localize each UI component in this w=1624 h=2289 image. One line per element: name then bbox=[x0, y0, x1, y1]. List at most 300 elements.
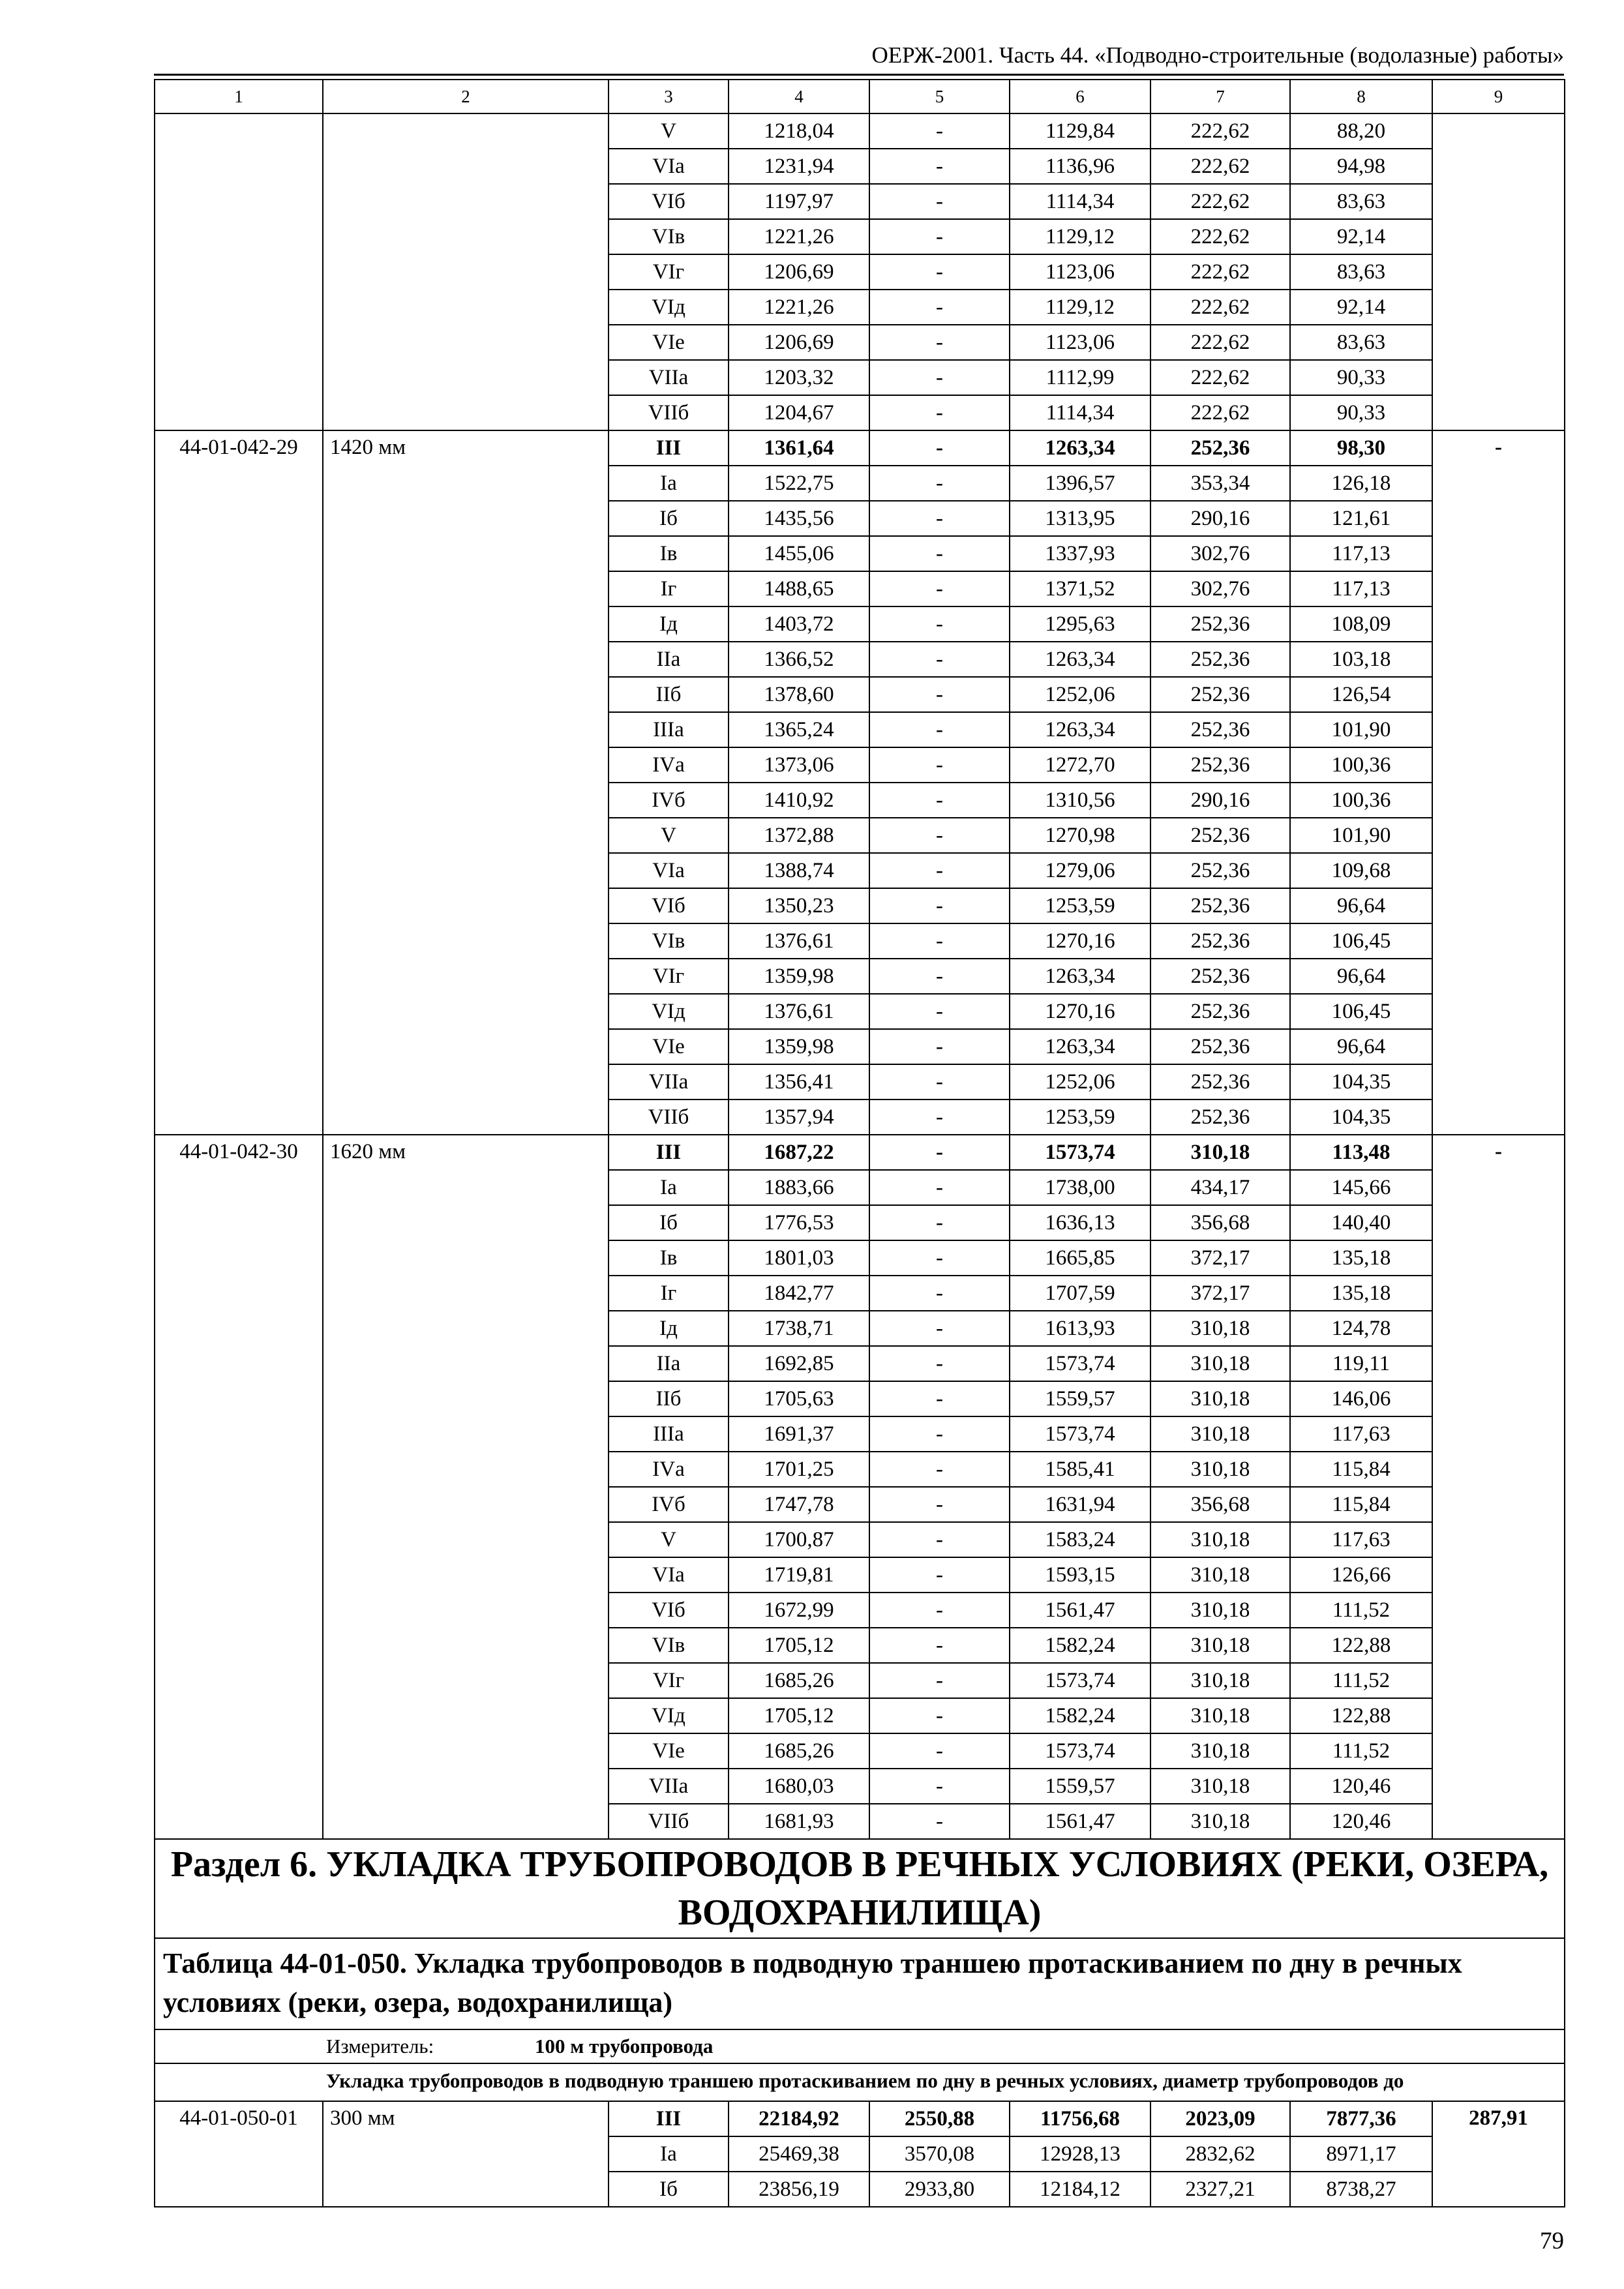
value-cell: 83,63 bbox=[1290, 325, 1432, 360]
value-cell: - bbox=[869, 606, 1010, 642]
value-cell: 222,62 bbox=[1150, 149, 1290, 184]
value-cell: 1129,84 bbox=[1010, 113, 1150, 149]
value-cell: - bbox=[869, 1557, 1010, 1593]
value-cell: 2327,21 bbox=[1150, 2172, 1290, 2207]
value-cell: 310,18 bbox=[1150, 1733, 1290, 1769]
value-cell: 1719,81 bbox=[729, 1557, 869, 1593]
code-cell bbox=[155, 113, 323, 430]
meter-cell bbox=[155, 2029, 1565, 2063]
value-cell: 1388,74 bbox=[729, 853, 869, 888]
value-cell: 1337,93 bbox=[1010, 536, 1150, 571]
value-cell: 310,18 bbox=[1150, 1452, 1290, 1487]
value-cell: 252,36 bbox=[1150, 1064, 1290, 1100]
column-number: 1 bbox=[155, 80, 323, 113]
value-cell: 290,16 bbox=[1150, 501, 1290, 536]
value-cell: 90,33 bbox=[1290, 360, 1432, 395]
value-cell: 1559,57 bbox=[1010, 1769, 1150, 1804]
value-cell: 88,20 bbox=[1290, 113, 1432, 149]
value-cell: 310,18 bbox=[1150, 1593, 1290, 1628]
value-cell: 1561,47 bbox=[1010, 1804, 1150, 1839]
value-cell: - bbox=[869, 254, 1010, 290]
value-cell: 1114,34 bbox=[1010, 395, 1150, 430]
value-cell: 353,34 bbox=[1150, 466, 1290, 501]
value-cell: 222,62 bbox=[1150, 113, 1290, 149]
value-cell: - bbox=[869, 184, 1010, 219]
value-cell: 1252,06 bbox=[1010, 1064, 1150, 1100]
col9-cell bbox=[1432, 113, 1565, 430]
value-cell: 1206,69 bbox=[729, 254, 869, 290]
value-cell: - bbox=[869, 1452, 1010, 1487]
value-cell: IIIа bbox=[609, 712, 729, 747]
table-body bbox=[155, 80, 1565, 2207]
value-cell: 8971,17 bbox=[1290, 2136, 1432, 2172]
value-cell: - bbox=[869, 501, 1010, 536]
value-cell: 1691,37 bbox=[729, 1416, 869, 1452]
value-cell: 1672,99 bbox=[729, 1593, 869, 1628]
value-cell: 1680,03 bbox=[729, 1769, 869, 1804]
value-cell: 222,62 bbox=[1150, 395, 1290, 430]
value-cell: IVб bbox=[609, 783, 729, 818]
value-cell: III bbox=[609, 1135, 729, 1170]
value-cell: IVб bbox=[609, 1487, 729, 1522]
value-cell: 2832,62 bbox=[1150, 2136, 1290, 2172]
value-cell: 126,66 bbox=[1290, 1557, 1432, 1593]
value-cell: 113,48 bbox=[1290, 1135, 1432, 1170]
value-cell: 96,64 bbox=[1290, 1029, 1432, 1064]
value-cell: VIе bbox=[609, 1733, 729, 1769]
value-cell: 372,17 bbox=[1150, 1240, 1290, 1276]
value-cell: VIIа bbox=[609, 1769, 729, 1804]
value-cell: 1585,41 bbox=[1010, 1452, 1150, 1487]
value-cell: 310,18 bbox=[1150, 1522, 1290, 1557]
value-cell: 1378,60 bbox=[729, 677, 869, 712]
value-cell: 1112,99 bbox=[1010, 360, 1150, 395]
value-cell: 1129,12 bbox=[1010, 219, 1150, 254]
value-cell: Iа bbox=[609, 2136, 729, 2172]
table-row bbox=[155, 113, 1565, 149]
value-cell: 252,36 bbox=[1150, 888, 1290, 923]
value-cell: - bbox=[869, 994, 1010, 1029]
value-cell: 121,61 bbox=[1290, 501, 1432, 536]
value-cell: 98,30 bbox=[1290, 430, 1432, 466]
value-cell: 252,36 bbox=[1150, 853, 1290, 888]
value-cell: 7877,36 bbox=[1290, 2101, 1432, 2136]
value-cell: VIб bbox=[609, 1593, 729, 1628]
value-cell: 1279,06 bbox=[1010, 853, 1150, 888]
meter-label: Измеритель: bbox=[326, 2035, 434, 2057]
value-cell: - bbox=[869, 1381, 1010, 1416]
value-cell: - bbox=[869, 888, 1010, 923]
value-cell: 101,90 bbox=[1290, 712, 1432, 747]
value-cell: 1270,16 bbox=[1010, 994, 1150, 1029]
value-cell: VIд bbox=[609, 290, 729, 325]
value-cell: 252,36 bbox=[1150, 959, 1290, 994]
value-cell: IVа bbox=[609, 747, 729, 783]
value-cell: 120,46 bbox=[1290, 1804, 1432, 1839]
value-cell: 1410,92 bbox=[729, 783, 869, 818]
value-cell: 122,88 bbox=[1290, 1698, 1432, 1733]
value-cell: 111,52 bbox=[1290, 1663, 1432, 1698]
value-cell: VIд bbox=[609, 994, 729, 1029]
value-cell: 96,64 bbox=[1290, 959, 1432, 994]
value-cell: 252,36 bbox=[1150, 677, 1290, 712]
value-cell: 302,76 bbox=[1150, 536, 1290, 571]
value-cell: 1206,69 bbox=[729, 325, 869, 360]
value-cell: 1361,64 bbox=[729, 430, 869, 466]
value-cell: - bbox=[869, 959, 1010, 994]
value-cell: VIг bbox=[609, 1663, 729, 1698]
value-cell: - bbox=[869, 1170, 1010, 1205]
value-cell: - bbox=[869, 747, 1010, 783]
column-number: 6 bbox=[1010, 80, 1150, 113]
value-cell: 1263,34 bbox=[1010, 430, 1150, 466]
value-cell: 356,68 bbox=[1150, 1205, 1290, 1240]
value-cell: 1573,74 bbox=[1010, 1346, 1150, 1381]
value-cell: 1263,34 bbox=[1010, 642, 1150, 677]
code-cell: 44-01-042-29 bbox=[155, 430, 323, 1135]
value-cell: 252,36 bbox=[1150, 1029, 1290, 1064]
value-cell: VIв bbox=[609, 219, 729, 254]
value-cell: 1204,67 bbox=[729, 395, 869, 430]
value-cell: 1365,24 bbox=[729, 712, 869, 747]
value-cell: Iб bbox=[609, 2172, 729, 2207]
table-row bbox=[155, 430, 1565, 466]
value-cell: Iв bbox=[609, 536, 729, 571]
value-cell: - bbox=[869, 1346, 1010, 1381]
value-cell: 83,63 bbox=[1290, 184, 1432, 219]
value-cell: 252,36 bbox=[1150, 712, 1290, 747]
value-cell: - bbox=[869, 1100, 1010, 1135]
value-cell: VIд bbox=[609, 1698, 729, 1733]
value-cell: 222,62 bbox=[1150, 254, 1290, 290]
value-cell: 126,54 bbox=[1290, 677, 1432, 712]
value-cell: - bbox=[869, 1593, 1010, 1628]
value-cell: 119,11 bbox=[1290, 1346, 1432, 1381]
value-cell: 106,45 bbox=[1290, 994, 1432, 1029]
value-cell: Iг bbox=[609, 571, 729, 606]
value-cell: - bbox=[869, 1311, 1010, 1346]
value-cell: - bbox=[869, 1064, 1010, 1100]
description-row bbox=[155, 2063, 1565, 2101]
value-cell: 1455,06 bbox=[729, 536, 869, 571]
value-cell: VIIб bbox=[609, 1804, 729, 1839]
value-cell: 117,63 bbox=[1290, 1416, 1432, 1452]
value-cell: 1883,66 bbox=[729, 1170, 869, 1205]
value-cell: VIг bbox=[609, 959, 729, 994]
value-cell: 1263,34 bbox=[1010, 712, 1150, 747]
value-cell: IIб bbox=[609, 677, 729, 712]
value-cell: 1376,61 bbox=[729, 994, 869, 1029]
value-cell: 1573,74 bbox=[1010, 1733, 1150, 1769]
value-cell: 1435,56 bbox=[729, 501, 869, 536]
value-cell: 1197,97 bbox=[729, 184, 869, 219]
value-cell: Iд bbox=[609, 1311, 729, 1346]
value-cell: 25469,38 bbox=[729, 2136, 869, 2172]
value-cell: VIб bbox=[609, 184, 729, 219]
col9-cell: - bbox=[1432, 1135, 1565, 1839]
value-cell: 310,18 bbox=[1150, 1346, 1290, 1381]
value-cell: 111,52 bbox=[1290, 1733, 1432, 1769]
value-cell: - bbox=[869, 1205, 1010, 1240]
value-cell: 372,17 bbox=[1150, 1276, 1290, 1311]
value-cell: 135,18 bbox=[1290, 1276, 1432, 1311]
value-cell: Iб bbox=[609, 501, 729, 536]
value-cell: 310,18 bbox=[1150, 1698, 1290, 1733]
value-cell: 115,84 bbox=[1290, 1487, 1432, 1522]
value-cell: 111,52 bbox=[1290, 1593, 1432, 1628]
value-cell: 1295,63 bbox=[1010, 606, 1150, 642]
value-cell: 1231,94 bbox=[729, 149, 869, 184]
value-cell: 1801,03 bbox=[729, 1240, 869, 1276]
value-cell: 1123,06 bbox=[1010, 325, 1150, 360]
value-cell: III bbox=[609, 430, 729, 466]
value-cell: 1123,06 bbox=[1010, 254, 1150, 290]
value-cell: 1252,06 bbox=[1010, 677, 1150, 712]
value-cell: 310,18 bbox=[1150, 1769, 1290, 1804]
value-cell: 23856,19 bbox=[729, 2172, 869, 2207]
value-cell: 115,84 bbox=[1290, 1452, 1432, 1487]
value-cell: 145,66 bbox=[1290, 1170, 1432, 1205]
value-cell: 1359,98 bbox=[729, 1029, 869, 1064]
value-cell: Iг bbox=[609, 1276, 729, 1311]
value-cell: 1253,59 bbox=[1010, 888, 1150, 923]
page-header: ОЕРЖ-2001. Часть 44. «Подводно-строительные (водолазные) работы» bbox=[871, 42, 1564, 68]
page-number: 79 bbox=[1540, 2228, 1564, 2254]
value-cell: 252,36 bbox=[1150, 606, 1290, 642]
value-cell: VIIа bbox=[609, 1064, 729, 1100]
table-row bbox=[155, 2101, 1565, 2136]
value-cell: VIа bbox=[609, 853, 729, 888]
value-cell: - bbox=[869, 571, 1010, 606]
value-cell: - bbox=[869, 712, 1010, 747]
table-title-row bbox=[155, 1938, 1565, 2029]
value-cell: 290,16 bbox=[1150, 783, 1290, 818]
value-cell: 117,63 bbox=[1290, 1522, 1432, 1557]
value-cell: - bbox=[869, 677, 1010, 712]
value-cell: 104,35 bbox=[1290, 1064, 1432, 1100]
value-cell: 135,18 bbox=[1290, 1240, 1432, 1276]
value-cell: 1376,61 bbox=[729, 923, 869, 959]
value-cell: VIв bbox=[609, 923, 729, 959]
value-cell: 1263,34 bbox=[1010, 1029, 1150, 1064]
column-number: 8 bbox=[1290, 80, 1432, 113]
value-cell: - bbox=[869, 219, 1010, 254]
column-number-row bbox=[155, 80, 1565, 113]
value-cell: 1613,93 bbox=[1010, 1311, 1150, 1346]
column-number: 9 bbox=[1432, 80, 1565, 113]
value-cell: 83,63 bbox=[1290, 254, 1432, 290]
value-cell: 1359,98 bbox=[729, 959, 869, 994]
value-cell: 1366,52 bbox=[729, 642, 869, 677]
value-cell: VIа bbox=[609, 1557, 729, 1593]
value-cell: - bbox=[869, 536, 1010, 571]
column-number: 5 bbox=[869, 80, 1010, 113]
value-cell: Iд bbox=[609, 606, 729, 642]
value-cell: 1705,63 bbox=[729, 1381, 869, 1416]
value-cell: - bbox=[869, 466, 1010, 501]
value-cell: 1396,57 bbox=[1010, 466, 1150, 501]
value-cell: - bbox=[869, 1628, 1010, 1663]
value-cell: 1263,34 bbox=[1010, 959, 1150, 994]
value-cell: 356,68 bbox=[1150, 1487, 1290, 1522]
value-cell: 1685,26 bbox=[729, 1663, 869, 1698]
value-cell: VIе bbox=[609, 325, 729, 360]
value-cell: 22184,92 bbox=[729, 2101, 869, 2136]
value-cell: - bbox=[869, 1698, 1010, 1733]
value-cell: 120,46 bbox=[1290, 1769, 1432, 1804]
value-cell: 310,18 bbox=[1150, 1381, 1290, 1416]
value-cell: 310,18 bbox=[1150, 1557, 1290, 1593]
value-cell: 252,36 bbox=[1150, 430, 1290, 466]
value-cell: 92,14 bbox=[1290, 219, 1432, 254]
value-cell: 108,09 bbox=[1290, 606, 1432, 642]
table-row bbox=[155, 1135, 1565, 1170]
value-cell: III bbox=[609, 2101, 729, 2136]
value-cell: 310,18 bbox=[1150, 1628, 1290, 1663]
value-cell: IIб bbox=[609, 1381, 729, 1416]
value-cell: V bbox=[609, 818, 729, 853]
name-cell: 1620 мм bbox=[323, 1135, 609, 1839]
value-cell: 104,35 bbox=[1290, 1100, 1432, 1135]
value-cell: 1685,26 bbox=[729, 1733, 869, 1769]
value-cell: 1114,34 bbox=[1010, 184, 1150, 219]
value-cell: 1270,16 bbox=[1010, 923, 1150, 959]
value-cell: 2023,09 bbox=[1150, 2101, 1290, 2136]
value-cell: - bbox=[869, 1663, 1010, 1698]
value-cell: VIIб bbox=[609, 395, 729, 430]
value-cell: 100,36 bbox=[1290, 747, 1432, 783]
code-cell: 44-01-042-30 bbox=[155, 1135, 323, 1839]
value-cell: 90,33 bbox=[1290, 395, 1432, 430]
value-cell: - bbox=[869, 923, 1010, 959]
value-cell: 1582,24 bbox=[1010, 1698, 1150, 1733]
value-cell: 117,13 bbox=[1290, 571, 1432, 606]
value-cell: 310,18 bbox=[1150, 1804, 1290, 1839]
value-cell: IIа bbox=[609, 642, 729, 677]
value-cell: 310,18 bbox=[1150, 1663, 1290, 1698]
value-cell: 100,36 bbox=[1290, 783, 1432, 818]
description: Укладка трубопроводов в подводную траншею протаскиванием по дну в речных условиях, диаметр трубопроводов до bbox=[155, 2063, 1565, 2101]
value-cell: - bbox=[869, 1522, 1010, 1557]
value-cell: - bbox=[869, 1029, 1010, 1064]
value-cell: 1371,52 bbox=[1010, 571, 1150, 606]
value-cell: 1747,78 bbox=[729, 1487, 869, 1522]
column-number: 2 bbox=[323, 80, 609, 113]
value-cell: 1372,88 bbox=[729, 818, 869, 853]
value-cell: 1488,65 bbox=[729, 571, 869, 606]
value-cell: 12928,13 bbox=[1010, 2136, 1150, 2172]
value-cell: 140,40 bbox=[1290, 1205, 1432, 1240]
meter-row bbox=[155, 2029, 1565, 2063]
value-cell: VIIб bbox=[609, 1100, 729, 1135]
value-cell: 1665,85 bbox=[1010, 1240, 1150, 1276]
value-cell: 92,14 bbox=[1290, 290, 1432, 325]
value-cell: 222,62 bbox=[1150, 360, 1290, 395]
value-cell: 222,62 bbox=[1150, 325, 1290, 360]
value-cell: - bbox=[869, 1416, 1010, 1452]
value-cell: 1573,74 bbox=[1010, 1663, 1150, 1698]
value-cell: 1221,26 bbox=[729, 290, 869, 325]
value-cell: 1573,74 bbox=[1010, 1135, 1150, 1170]
value-cell: 1573,74 bbox=[1010, 1416, 1150, 1452]
value-cell: - bbox=[869, 818, 1010, 853]
value-cell: - bbox=[869, 290, 1010, 325]
value-cell: Iа bbox=[609, 1170, 729, 1205]
value-cell: 1582,24 bbox=[1010, 1628, 1150, 1663]
col9-cell: 287,91 bbox=[1432, 2101, 1565, 2207]
value-cell: 252,36 bbox=[1150, 747, 1290, 783]
value-cell: VIIа bbox=[609, 360, 729, 395]
value-cell: 1218,04 bbox=[729, 113, 869, 149]
section-title: Раздел 6. УКЛАДКА ТРУБОПРОВОДОВ В РЕЧНЫХ УСЛОВИЯХ (РЕКИ, ОЗЕРА, ВОДОХРАНИЛИЩА) bbox=[155, 1839, 1565, 1938]
column-number: 4 bbox=[729, 80, 869, 113]
value-cell: - bbox=[869, 853, 1010, 888]
value-cell: 1700,87 bbox=[729, 1522, 869, 1557]
value-cell: - bbox=[869, 149, 1010, 184]
value-cell: 11756,68 bbox=[1010, 2101, 1150, 2136]
norms-table bbox=[154, 79, 1565, 2207]
value-cell: 2550,88 bbox=[869, 2101, 1010, 2136]
value-cell: 1357,94 bbox=[729, 1100, 869, 1135]
value-cell: 252,36 bbox=[1150, 994, 1290, 1029]
value-cell: IIа bbox=[609, 1346, 729, 1381]
value-cell: 109,68 bbox=[1290, 853, 1432, 888]
value-cell: 302,76 bbox=[1150, 571, 1290, 606]
col9-cell: - bbox=[1432, 430, 1565, 1135]
value-cell: V bbox=[609, 113, 729, 149]
value-cell: 1272,70 bbox=[1010, 747, 1150, 783]
value-cell: 1707,59 bbox=[1010, 1276, 1150, 1311]
value-cell: 1687,22 bbox=[729, 1135, 869, 1170]
value-cell: VIе bbox=[609, 1029, 729, 1064]
name-cell bbox=[323, 113, 609, 430]
value-cell: 96,64 bbox=[1290, 888, 1432, 923]
value-cell: 1636,13 bbox=[1010, 1205, 1150, 1240]
value-cell: - bbox=[869, 783, 1010, 818]
value-cell: - bbox=[869, 1733, 1010, 1769]
value-cell: IVа bbox=[609, 1452, 729, 1487]
value-cell: IIIа bbox=[609, 1416, 729, 1452]
value-cell: 434,17 bbox=[1150, 1170, 1290, 1205]
header-rule bbox=[154, 74, 1564, 76]
value-cell: 1776,53 bbox=[729, 1205, 869, 1240]
value-cell: 117,13 bbox=[1290, 536, 1432, 571]
value-cell: 8738,27 bbox=[1290, 2172, 1432, 2207]
value-cell: VIа bbox=[609, 149, 729, 184]
value-cell: Iб bbox=[609, 1205, 729, 1240]
name-cell: 300 мм bbox=[323, 2101, 609, 2207]
value-cell: VIг bbox=[609, 254, 729, 290]
value-cell: 1681,93 bbox=[729, 1804, 869, 1839]
column-number: 7 bbox=[1150, 80, 1290, 113]
value-cell: 1203,32 bbox=[729, 360, 869, 395]
value-cell: 1403,72 bbox=[729, 606, 869, 642]
value-cell: 1705,12 bbox=[729, 1628, 869, 1663]
name-cell: 1420 мм bbox=[323, 430, 609, 1135]
value-cell: 122,88 bbox=[1290, 1628, 1432, 1663]
value-cell: 94,98 bbox=[1290, 149, 1432, 184]
value-cell: - bbox=[869, 642, 1010, 677]
table-title: Таблица 44-01-050. Укладка трубопроводов в подводную траншею протаскиванием по дну в речных условиях (реки, озера, водохранилища) bbox=[155, 1938, 1565, 2029]
value-cell: - bbox=[869, 1240, 1010, 1276]
value-cell: 1350,23 bbox=[729, 888, 869, 923]
value-cell: - bbox=[869, 395, 1010, 430]
value-cell: 222,62 bbox=[1150, 184, 1290, 219]
meter-value: 100 м трубопровода bbox=[535, 2035, 714, 2057]
value-cell: 1356,41 bbox=[729, 1064, 869, 1100]
value-cell: 1692,85 bbox=[729, 1346, 869, 1381]
value-cell: V bbox=[609, 1522, 729, 1557]
